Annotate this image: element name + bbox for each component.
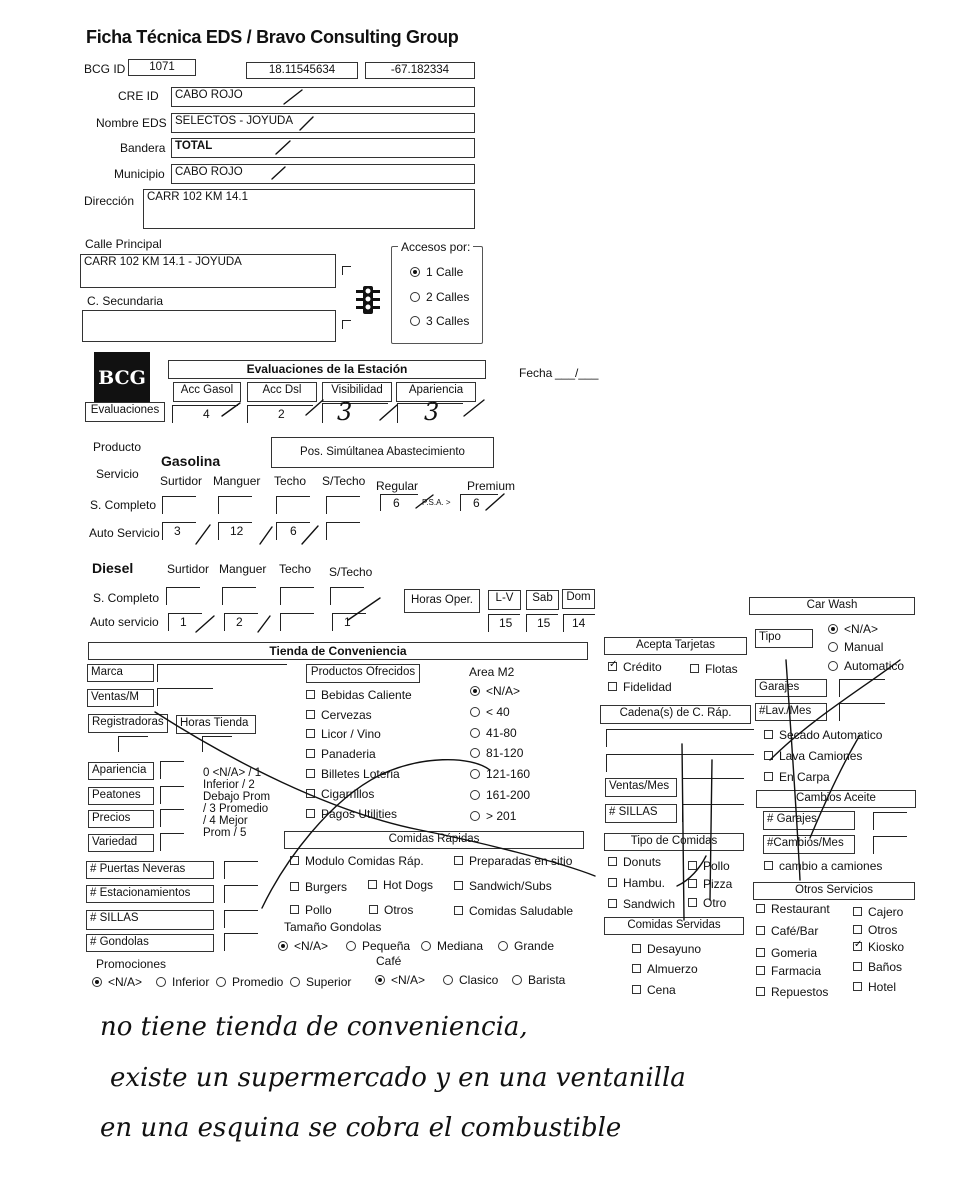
ventas-mes-button[interactable]: Ventas/Mes <box>605 778 677 797</box>
evaluaciones-title: Evaluaciones de la Estación <box>168 360 486 379</box>
puertas-neveras-button[interactable]: # Puertas Neveras <box>86 861 214 879</box>
acceso-1-calle[interactable]: 1 Calle <box>410 265 463 279</box>
car-wash-tipo-button[interactable]: Tipo <box>755 629 813 648</box>
acc-dsl-header: Acc Dsl <box>247 382 317 402</box>
estacionamientos-button[interactable]: # Estacionamientos <box>86 885 214 903</box>
checkbox-icon <box>608 878 617 887</box>
peatones-field[interactable] <box>160 786 184 804</box>
horas-sab-field[interactable]: 15 <box>526 614 558 632</box>
tipo-hambu[interactable]: Hambu. <box>608 876 665 890</box>
apariencia-header: Apariencia <box>396 382 476 402</box>
checkbox-icon <box>290 905 299 914</box>
otros-restaurant[interactable]: Restaurant <box>756 902 830 916</box>
direccion-field[interactable]: CARR 102 KM 14.1 <box>143 189 475 229</box>
checkbox-icon <box>306 769 315 778</box>
cafe-clasico[interactable]: Clasico <box>443 973 498 987</box>
otros-banos[interactable]: Baños <box>853 960 902 974</box>
checkbox-icon <box>306 789 315 798</box>
bcg-id-label: BCG ID <box>84 62 126 76</box>
producto-bebidas[interactable]: Bebidas Caliente <box>306 688 412 702</box>
area-81-120[interactable]: 81-120 <box>470 746 523 760</box>
nombre-eds-label: Nombre EDS <box>96 116 167 130</box>
radio-icon <box>410 316 420 326</box>
promo-na[interactable]: <N/A> <box>92 975 142 989</box>
checkbox-icon <box>853 942 862 951</box>
gas-sc-surtidor[interactable] <box>162 496 196 514</box>
horas-tienda-button[interactable]: Horas Tienda <box>176 715 256 734</box>
acc-dsl-field[interactable]: 2 <box>247 405 313 423</box>
comida-saludable[interactable]: Comidas Saludable <box>454 904 573 918</box>
checkbox-icon <box>756 987 765 996</box>
carwash-na[interactable]: <N/A> <box>828 622 878 636</box>
checkbox-icon <box>632 944 641 953</box>
tipo-comidas-title: Tipo de Comidas <box>604 833 744 851</box>
acc-gasol-field[interactable]: 4 <box>172 405 238 423</box>
dsl-as-s-techo[interactable]: 1 <box>332 613 366 631</box>
col-s-techo: S/Techo <box>322 474 366 488</box>
radio-icon <box>470 769 480 779</box>
otros-cajero[interactable]: Cajero <box>853 905 903 919</box>
promo-promedio[interactable]: Promedio <box>216 975 283 989</box>
tipo-otro[interactable]: Otro <box>688 896 726 910</box>
radio-icon <box>470 707 480 717</box>
gas-sc-techo[interactable] <box>276 496 310 514</box>
checkbox-icon <box>290 882 299 891</box>
servicio-label: Servicio <box>96 467 139 481</box>
bcg-logo: BCG <box>94 352 150 404</box>
visibilidad-header: Visibilidad <box>322 382 392 402</box>
pos-simultanea-label: Pos. Simúltanea Abastecimiento <box>271 437 494 468</box>
radio-icon <box>470 686 480 696</box>
apariencia-field[interactable]: 3 <box>397 403 463 423</box>
comida-sandwich[interactable]: Sandwich/Subs <box>454 879 552 893</box>
cambios-mes-field[interactable] <box>873 836 907 854</box>
area-41-80[interactable]: 41-80 <box>470 726 517 740</box>
area-gt-201[interactable]: > 201 <box>470 809 516 823</box>
cadena-field-1[interactable] <box>606 729 754 747</box>
checkbox-icon <box>764 861 773 870</box>
variedad-field[interactable] <box>160 833 184 851</box>
checkbox-icon <box>756 948 765 957</box>
cafe-barista[interactable]: Barista <box>512 973 565 987</box>
diesel-col-manguer: Manguer <box>219 562 267 576</box>
radio-icon <box>512 975 522 985</box>
traffic-light-icon <box>355 285 381 315</box>
psa-label: P.S.A. > <box>422 498 451 507</box>
cre-id-field[interactable]: CABO ROJO <box>171 87 475 107</box>
checkbox-icon <box>454 906 463 915</box>
checkbox-icon <box>756 904 765 913</box>
radio-icon <box>92 977 102 987</box>
checkbox-icon <box>454 856 463 865</box>
radio-icon <box>470 790 480 800</box>
regular-label: Regular <box>376 479 419 493</box>
longitude-field[interactable]: -67.182334 <box>365 62 475 79</box>
registradoras-field[interactable] <box>118 736 148 752</box>
producto-loteria[interactable]: Billetes Loteria <box>306 767 400 781</box>
comida-hot-dogs[interactable]: Hot Dogs <box>368 878 433 892</box>
checkbox-icon <box>632 964 641 973</box>
cafe-title: Café <box>376 954 402 968</box>
radio-icon <box>828 661 838 671</box>
otros-hotel[interactable]: Hotel <box>853 980 896 994</box>
otros-cafe-bar[interactable]: Café/Bar <box>756 924 818 938</box>
checkbox-icon <box>290 856 299 865</box>
horas-oper-button[interactable]: Horas Oper. <box>404 589 480 613</box>
producto-cervezas[interactable]: Cervezas <box>306 708 372 722</box>
checkbox-icon <box>853 962 862 971</box>
radio-icon <box>470 811 480 821</box>
comida-pollo[interactable]: Pollo <box>290 903 332 917</box>
horas-sab-header: Sab <box>526 590 559 610</box>
checkbox-icon <box>688 898 697 907</box>
en-carpa[interactable]: En Carpa <box>764 770 830 784</box>
tamano-na[interactable]: <N/A> <box>278 939 328 953</box>
cr-sillas-field[interactable] <box>682 804 744 822</box>
lav-mes-button[interactable]: #Lav./Mes <box>755 703 827 721</box>
tipo-pollo[interactable]: Pollo <box>688 859 730 873</box>
lav-mes-field[interactable] <box>839 703 885 721</box>
gasolina-label: Gasolina <box>161 453 221 469</box>
radio-icon <box>375 975 385 985</box>
acceso-2-calles[interactable]: 2 Calles <box>410 290 469 304</box>
checkbox-icon <box>608 857 617 866</box>
producto-licor[interactable]: Licor / Vino <box>306 727 381 741</box>
checkbox-icon <box>306 710 315 719</box>
aceite-garajes-button[interactable]: # Garajes <box>763 811 855 830</box>
servida-almuerzo[interactable]: Almuerzo <box>632 962 698 976</box>
otros-gomeria[interactable]: Gomeria <box>756 946 817 960</box>
radio-icon <box>443 975 453 985</box>
cr-sillas-button[interactable]: # SILLAS <box>605 804 677 823</box>
otros-repuestos[interactable]: Repuestos <box>756 985 828 999</box>
tamano-grande[interactable]: Grande <box>498 939 554 953</box>
cambios-mes-button[interactable]: #Cambios/Mes <box>763 835 855 854</box>
acceso-3-calles[interactable]: 3 Calles <box>410 314 469 328</box>
productos-ofrecidos-title: Productos Ofrecidos <box>306 664 420 683</box>
car-wash-title: Car Wash <box>749 597 915 615</box>
cafe-na[interactable]: <N/A> <box>375 973 425 987</box>
municipio-label: Municipio <box>114 167 165 181</box>
calle-principal-label: Calle Principal <box>85 237 162 251</box>
premium-label: Premium <box>467 479 516 493</box>
bcg-id-field[interactable]: 1071 <box>128 59 196 76</box>
col-surtidor: Surtidor <box>160 474 203 488</box>
radio-icon <box>421 941 431 951</box>
area-na[interactable]: <N/A> <box>470 684 520 698</box>
checkbox-icon <box>756 926 765 935</box>
s-completo-label: S. Completo <box>90 498 157 512</box>
checkbox-icon <box>764 751 773 760</box>
fecha-field[interactable]: ___/___ <box>555 366 599 380</box>
diesel-label: Diesel <box>92 560 134 576</box>
promo-inferior[interactable]: Inferior <box>156 975 209 989</box>
radio-icon <box>828 624 838 634</box>
horas-tienda-field[interactable] <box>202 736 232 752</box>
checkbox-icon <box>454 881 463 890</box>
dsl-sc-techo[interactable] <box>280 587 314 605</box>
horas-dom-header: Dom <box>562 589 595 609</box>
comida-otros[interactable]: Otros <box>369 903 413 917</box>
tamano-pequena[interactable]: Pequeña <box>346 939 410 953</box>
horas-lv-header: L-V <box>488 590 521 610</box>
radio-icon <box>410 267 420 277</box>
tienda-title: Tienda de Conveniencia <box>88 642 588 660</box>
gas-sc-manguer[interactable] <box>218 496 252 514</box>
servida-desayuno[interactable]: Desayuno <box>632 942 701 956</box>
checkbox-icon <box>632 985 641 994</box>
dsl-sc-s-techo[interactable] <box>330 587 364 605</box>
area-121-160[interactable]: 121-160 <box>470 767 530 781</box>
sillas-field[interactable] <box>224 910 258 928</box>
checkbox-icon <box>688 879 697 888</box>
nombre-eds-field[interactable]: SELECTOS - JOYUDA <box>171 113 475 133</box>
checkbox-icon <box>306 749 315 758</box>
gas-as-s-techo[interactable] <box>326 522 360 540</box>
tamano-mediana[interactable]: Mediana <box>421 939 483 953</box>
checkbox-icon <box>306 729 315 738</box>
checkbox-icon <box>306 690 315 699</box>
area-161-200[interactable]: 161-200 <box>470 788 530 802</box>
auto-servicio-label: Auto Servicio <box>89 526 160 540</box>
corner-mark <box>342 266 351 275</box>
municipio-field[interactable]: CABO ROJO <box>171 164 475 184</box>
radio-icon <box>410 292 420 302</box>
ventas-m-button[interactable]: Ventas/M <box>87 689 154 707</box>
diesel-col-s-techo: S/Techo <box>329 565 373 579</box>
tipo-pizza[interactable]: Pizza <box>688 877 732 891</box>
radio-icon <box>156 977 166 987</box>
precios-button[interactable]: Precios <box>88 810 154 828</box>
checkbox-icon <box>688 861 697 870</box>
marca-field[interactable] <box>157 664 287 682</box>
checkbox-icon <box>368 880 377 889</box>
tipo-sandwich[interactable]: Sandwich <box>608 897 675 911</box>
precios-field[interactable] <box>160 809 184 827</box>
aceite-garajes-field[interactable] <box>873 812 907 830</box>
otros-servicios-title: Otros Servicios <box>753 882 915 900</box>
cadena-field-2[interactable] <box>606 754 754 772</box>
handwritten-note-line-2: existe un supermercado y en una ventanilla <box>110 1063 686 1093</box>
checkbox-icon <box>608 662 617 671</box>
checkbox-icon <box>608 682 617 691</box>
checkbox-icon <box>764 730 773 739</box>
area-lt-40[interactable]: < 40 <box>470 705 510 719</box>
garajes-field[interactable] <box>839 679 885 697</box>
promociones-title: Promociones <box>96 957 167 971</box>
dsl-sc-manguer[interactable] <box>222 587 256 605</box>
dsl-as-manguer[interactable]: 2 <box>224 613 258 631</box>
producto-label: Producto <box>93 440 142 454</box>
checkbox-icon <box>853 907 862 916</box>
secado-automatico[interactable]: Secado Automatico <box>764 728 882 742</box>
tarjeta-credito[interactable]: ✓Crédito <box>608 660 662 674</box>
servida-cena[interactable]: Cena <box>632 983 676 997</box>
direccion-label: Dirección <box>84 194 135 208</box>
cadena-comidas-button[interactable]: Cadena(s) de C. Ráp. <box>600 705 751 724</box>
lava-camiones[interactable]: Lava Camiones <box>764 749 862 763</box>
gondolas-button[interactable]: # Gondolas <box>86 934 214 952</box>
diesel-s-completo-label: S. Completo <box>93 591 160 605</box>
checkbox-icon <box>306 809 315 818</box>
handwritten-note-line-3: en una esquina se cobra el combustible <box>100 1113 622 1143</box>
radio-icon <box>498 941 508 951</box>
horas-dom-field[interactable]: 14 <box>563 614 595 632</box>
estacionamientos-field[interactable] <box>224 885 258 903</box>
diesel-auto-servicio-label: Auto servicio <box>90 615 159 629</box>
area-m2-title: Area M2 <box>469 665 515 679</box>
marca-button[interactable]: Marca <box>87 664 154 682</box>
latitude-field[interactable]: 18.11545634 <box>246 62 358 79</box>
checkbox-icon <box>853 982 862 991</box>
carwash-manual[interactable]: Manual <box>828 640 883 654</box>
calle-secundaria-label: C. Secundaria <box>87 294 164 308</box>
col-manguer: Manguer <box>213 474 261 488</box>
comidas-servidas-title: Comidas Servidas <box>604 917 744 935</box>
tarjeta-flotas[interactable]: Flotas <box>690 662 738 676</box>
radio-icon <box>216 977 226 987</box>
cre-id-label: CRE ID <box>118 89 159 103</box>
modulo-comidas[interactable]: Modulo Comidas Ráp. <box>290 854 424 868</box>
acepta-tarjetas-title: Acepta Tarjetas <box>604 637 747 655</box>
garajes-button[interactable]: Garajes <box>755 679 827 697</box>
otros-otros[interactable]: Otros <box>853 923 897 937</box>
dsl-as-surtidor[interactable]: 1 <box>168 613 202 631</box>
apariencia-button[interactable]: Apariencia <box>88 762 154 780</box>
radio-icon <box>470 728 480 738</box>
gas-sc-s-techo[interactable] <box>326 496 360 514</box>
radio-icon <box>346 941 356 951</box>
otros-farmacia[interactable]: Farmacia <box>756 964 821 978</box>
radio-icon <box>290 977 300 987</box>
promo-superior[interactable]: Superior <box>290 975 351 989</box>
radio-icon <box>278 941 288 951</box>
diesel-col-surtidor: Surtidor <box>167 562 210 576</box>
registradoras-button[interactable]: Registradoras <box>88 714 168 733</box>
page-title: Ficha Técnica EDS / Bravo Consulting Group <box>86 27 459 47</box>
ventas-mes-field[interactable] <box>682 778 744 796</box>
diesel-col-techo: Techo <box>279 562 312 576</box>
horas-lv-field[interactable]: 15 <box>488 614 520 632</box>
premium-field[interactable]: 6 <box>460 494 498 511</box>
fecha-label: Fecha <box>519 366 553 380</box>
ventas-m-field[interactable] <box>157 688 213 706</box>
handwritten-note-line-1: no tiene tienda de conveniencia, <box>100 1012 528 1042</box>
carwash-automatico[interactable]: Automatico <box>828 659 904 673</box>
tipo-donuts[interactable]: Donuts <box>608 855 661 869</box>
cambios-aceite-title: Cambios Aceite <box>756 790 916 808</box>
puertas-neveras-field[interactable] <box>224 861 258 879</box>
corner-mark <box>342 320 351 329</box>
visibilidad-field[interactable]: 3 <box>322 403 388 423</box>
col-techo: Techo <box>274 474 307 488</box>
checkbox-icon <box>608 899 617 908</box>
otros-kiosko[interactable]: ✓ Kiosko <box>853 940 904 954</box>
producto-pagos[interactable]: Pagos Utilities <box>306 807 397 821</box>
checkbox-icon <box>756 966 765 975</box>
calle-secundaria-field[interactable] <box>82 310 336 342</box>
calle-principal-field[interactable]: CARR 102 KM 14.1 - JOYUDA <box>80 254 336 288</box>
bandera-field[interactable]: TOTAL <box>171 138 475 158</box>
preparadas-sitio[interactable]: Preparadas en sitio <box>454 854 572 868</box>
bandera-label: Bandera <box>120 141 166 155</box>
dsl-as-techo[interactable] <box>280 613 314 631</box>
variedad-button[interactable]: Variedad <box>88 834 154 852</box>
comidas-rapidas-title: Comidas Rápidas <box>284 831 584 849</box>
peatones-button[interactable]: Peatones <box>88 787 154 805</box>
sillas-button[interactable]: # SILLAS <box>86 910 214 930</box>
evaluaciones-button[interactable]: Evaluaciones <box>85 402 165 422</box>
tarjeta-fidelidad[interactable]: Fidelidad <box>608 680 672 694</box>
checkbox-icon <box>690 664 699 673</box>
tamano-gondolas-title: Tamaño Gondolas <box>284 920 382 934</box>
checkbox-icon <box>853 925 862 934</box>
acc-gasol-header: Acc Gasol <box>173 382 241 402</box>
cambio-camiones[interactable]: cambio a camiones <box>764 859 882 873</box>
checkbox-icon <box>369 905 378 914</box>
accesos-label: Accesos por: <box>398 240 473 254</box>
gas-as-surtidor[interactable]: 3 <box>162 522 196 540</box>
gas-as-manguer[interactable]: 12 <box>218 522 252 540</box>
checkbox-icon <box>764 772 773 781</box>
apariencia-field[interactable] <box>160 761 184 779</box>
comida-burgers[interactable]: Burgers <box>290 880 347 894</box>
dsl-sc-surtidor[interactable] <box>166 587 200 605</box>
gondolas-field[interactable] <box>224 933 258 951</box>
radio-icon <box>828 642 838 652</box>
rating-scale: 0 <N/A> / 1 Inferior / 2 Debajo Prom / 3 Promedio / 4 Mejor Prom / 5 <box>203 767 271 839</box>
producto-panaderia[interactable]: Panaderia <box>306 747 376 761</box>
gas-as-techo[interactable]: 6 <box>276 522 310 540</box>
radio-icon <box>470 748 480 758</box>
regular-field[interactable]: 6 <box>380 494 418 511</box>
producto-cigarrillos[interactable]: Cigarrillos <box>306 787 374 801</box>
